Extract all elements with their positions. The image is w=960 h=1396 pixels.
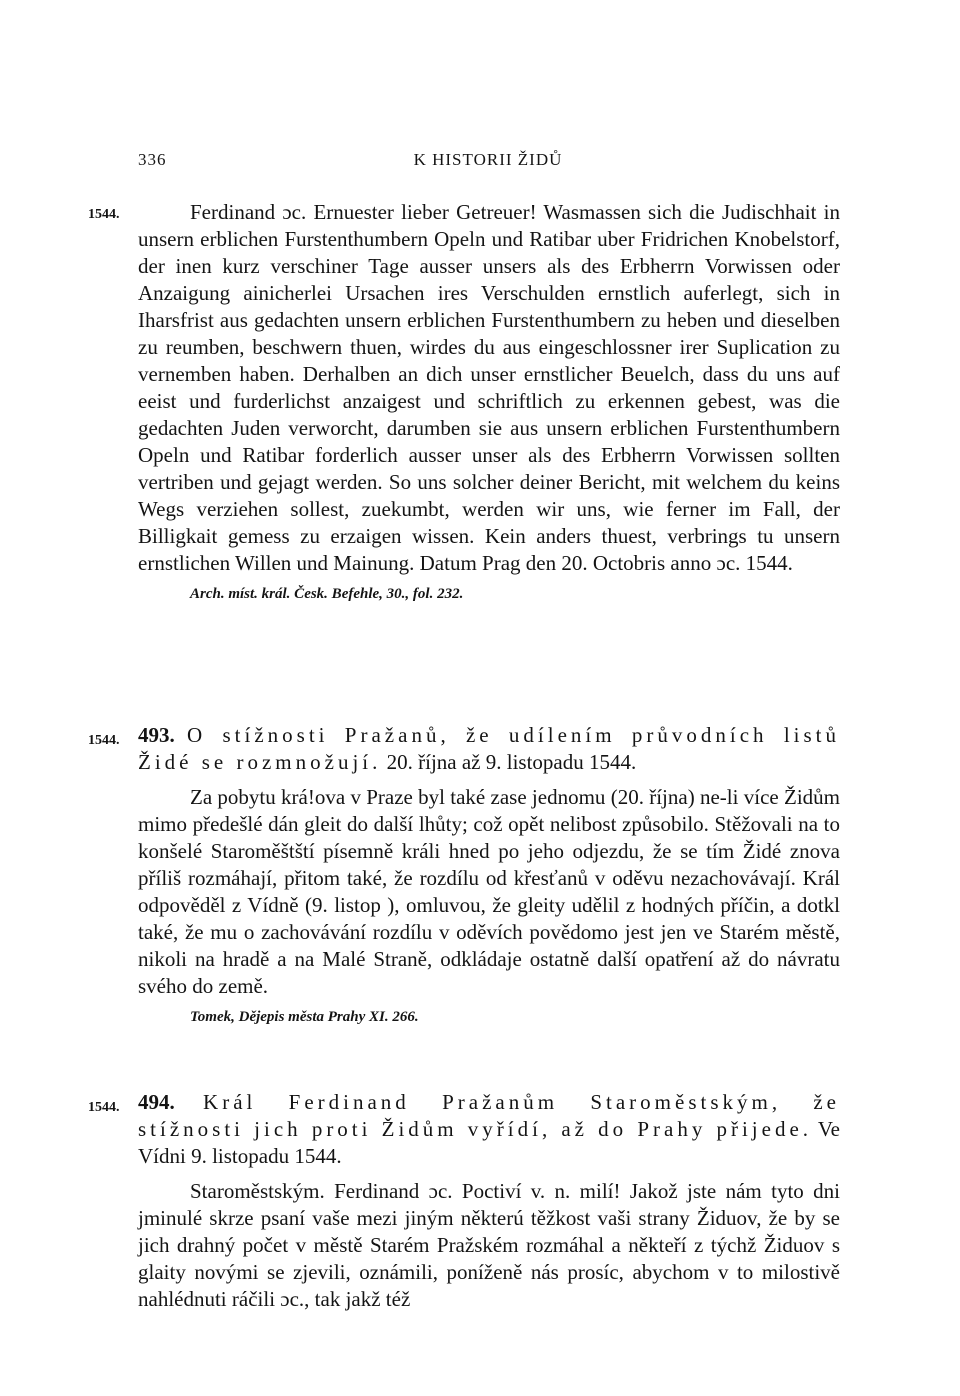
section-title: Král Ferdinand Pražanům Staroměstským, že stížnosti jich proti Židům vyřídí, až do Prahy přijede. [138, 1090, 841, 1141]
section-title: O stížnosti Pražanů, že udílením průvodních listů Židé se rozmnožují. [138, 723, 840, 774]
page-number: 336 [138, 150, 167, 169]
section-heading [138, 1089, 840, 1170]
margin-year: 1544. [88, 733, 120, 748]
source-citation: Tomek, Dějepis města Prahy XI. 266. [190, 1009, 419, 1025]
body-paragraph: Za pobytu krá!ova v Praze byl také zase jednomu (20. října) ne-li více Židům mimo předešlé dán gleit do další lhůty; což opět nelibost způsobilo. Stěžovali na to konšelé Staroměštští písemně králi hned po jeho odjezdu, že se tím Židé znova příliš rozmáhají, přitom také, že rozdílu od křesťanů v oděvu nezachovávají. Král odpověděl z Vídně (9. listop ), omluvou, že gleity udělil z hodných příčin, a dotkl také, že mu o zachovávání rozdílu v oděvích povědomo jest jen ve Starém městě, nikoli na hradě a na Malé Straně, odkládaje ostatně další opatření až do návratu svého do země. [138, 785, 840, 998]
section-date: 20. října až 9. listopadu 1544. [386, 750, 637, 774]
body-paragraph: Staroměstským. Ferdinand ɔc. Poctiví v. n. milí! Jakož jste nám tyto dni jminulé skrze psaní vaše mezi jiným některú těžkost vaši strany Židuov, že by se jich drahný počet v městě Starém Pražském rozmáhal a někteří z týchž Židuov s glaity novými se zjevili, oznámili, poníženě nás prosíc, abychom v to milostivě nahlédnuti ráčili ɔc., tak jakž též [138, 1179, 840, 1311]
section-number: 493. [138, 723, 175, 747]
section-493 [138, 722, 840, 1028]
margin-year: 1544. [88, 207, 120, 222]
running-head: K HISTORII ŽIDŮ [413, 150, 563, 169]
margin-year: 1544. [88, 1100, 120, 1115]
page-header [138, 150, 838, 174]
section-494 [138, 1089, 840, 1313]
section-heading [138, 722, 840, 776]
body-paragraph: Ferdinand ɔc. Ernuester lieber Getreuer! Wasmassen sich die Judischhait in unsern erblichen Furstenthumbern Opeln und Ratibar uber Fridrichen Knobelstorf, der inen kurz verschiner Tage ausser unsers als des Erbherrn Vorwissen oder Anzaigung ainicherlei Ursachen ires Verschulden ernstlich auferlegt, sich in Iharsfrist aus gedachten unsern erblichen Furstenthumbern zu heben und dieselben zu reumben, beschwern thuen, wirdes du aus eingeschlossner irer Suplication zu vernemben haben. Derhalben an dich unser ernstlicher Beuelch, dass du uns auf eeist und furderlichst anzaigest und schriftlich zu erkennen gebest, was die gedachten Juden verworcht, darumben sie aus unsern erblichen Furstenthumbern Opeln und Ratibar forderlich ausser unser als des Erbherrn Vorwissen sollten vertriben und gejagt werden. So uns solcher deiner Bericht, mit welchem du keins Wegs verziehen sollest, zuekumbt, werden wir uns, wie ferner im Fall, der Billigkait gemess zu erzaigen wissen. Kein anders thuest, verbrings tu unsern ernstlichen Willen und Mainung. Datum Prag den 20. Octobris anno ɔc. 1544. [138, 200, 840, 575]
section-date: Ve Vídni 9. listopadu 1544. [138, 1117, 840, 1168]
source-citation: Arch. míst. král. Česk. Befehle, 30., fol. 232. [190, 586, 464, 602]
section-letter-german [138, 199, 840, 605]
section-number: 494. [138, 1090, 175, 1114]
